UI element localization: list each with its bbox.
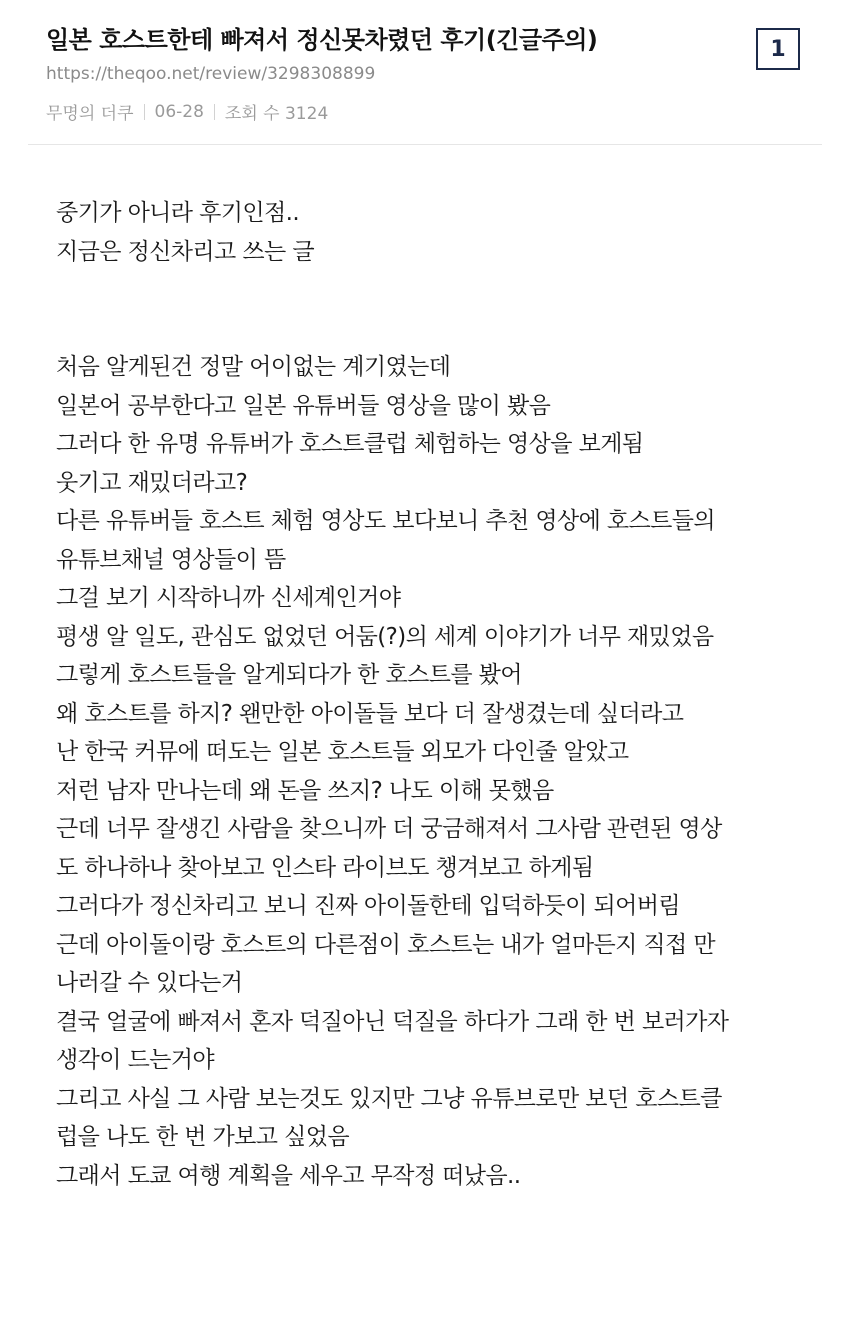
body-text-line: 처음 알게된건 정말 어이없는 계기였는데 <box>56 354 451 380</box>
body-text-line: 나러갈 수 있다는거 <box>56 970 243 996</box>
body-text-line: 다른 유튜버들 호스트 체험 영상도 보다보니 추천 영상에 호스트들의 <box>56 508 715 534</box>
body-text-line: 평생 알 일도, 관심도 없었던 어둠(?)의 세계 이야기가 너무 재밌었음 <box>56 623 714 650</box>
meta-divider <box>144 104 145 120</box>
post-date: 06-28 <box>154 101 204 122</box>
body-text-line: 럽을 나도 한 번 가보고 싶었음 <box>56 1124 349 1150</box>
post-meta <box>46 99 328 124</box>
body-text-line: 그러다가 정신차리고 보니 진짜 아이돌한테 입덕하듯이 되어버림 <box>56 893 680 919</box>
post-body <box>56 194 816 1195</box>
body-text-line <box>56 271 816 310</box>
body-text-line: 그리고 사실 그 사람 보는것도 있지만 그냥 유튜브로만 보던 호스트클 <box>56 1085 722 1112</box>
view-count: 조회 수 3124 <box>224 104 329 124</box>
body-text-line: 그래서 도쿄 여행 계획을 세우고 무작정 떠났음.. <box>56 1162 521 1189</box>
post-header <box>0 0 850 146</box>
body-text-line: 중기가 아니라 후기인점.. <box>56 200 300 226</box>
page-number-badge: 1 <box>756 28 800 70</box>
author-name[interactable]: 무명의 더쿠 <box>46 104 134 124</box>
body-text-line: 유튜브채널 영상들이 뜸 <box>56 546 286 573</box>
body-text-line: 웃기고 재밌더라고? <box>56 469 248 496</box>
body-text-line: 근데 아이돌이랑 호스트의 다른점이 호스트는 내가 얼마든지 직접 만 <box>56 931 715 958</box>
body-text-line: 결국 얼굴에 빠져서 혼자 덕질아닌 덕질을 하다가 그래 한 번 보러가자 <box>56 1008 729 1035</box>
body-text-line: 그걸 보기 시작하니까 신세계인거야 <box>56 585 401 611</box>
body-text-line <box>56 310 816 349</box>
body-text-line: 저런 남자 만나는데 왜 돈을 쓰지? 나도 이해 못했음 <box>56 777 554 804</box>
body-text-line: 지금은 정신차리고 쓰는 글 <box>56 238 314 265</box>
body-text-line: 난 한국 커뮤에 떠도는 일본 호스트들 외모가 다인줄 알았고 <box>56 739 629 765</box>
header-divider <box>28 144 822 145</box>
body-text-line: 왜 호스트를 하지? 왠만한 아이돌들 보다 더 잘생겼는데 싶더라고 <box>56 700 684 727</box>
body-text-line: 생각이 드는거야 <box>56 1047 215 1073</box>
body-text-line: 그렇게 호스트들을 알게되다가 한 호스트를 봤어 <box>56 662 522 688</box>
body-text-line: 도 하나하나 찾아보고 인스타 라이브도 챙겨보고 하게됨 <box>56 854 594 881</box>
post-title[interactable]: 일본 호스트한테 빠져서 정신못차렸던 후기(긴글주의) <box>46 26 598 54</box>
body-text-line: 근데 너무 잘생긴 사람을 찾으니까 더 궁금해져서 그사람 관련된 영상 <box>56 816 722 842</box>
post-url-link[interactable]: https://theqoo.net/review/3298308899 <box>46 64 376 84</box>
meta-divider <box>214 104 215 120</box>
body-text-line: 그러다 한 유명 유튜버가 호스트클럽 체험하는 영상을 보게됨 <box>56 431 644 457</box>
body-text-line: 일본어 공부한다고 일본 유튜버들 영상을 많이 봤음 <box>56 392 551 419</box>
